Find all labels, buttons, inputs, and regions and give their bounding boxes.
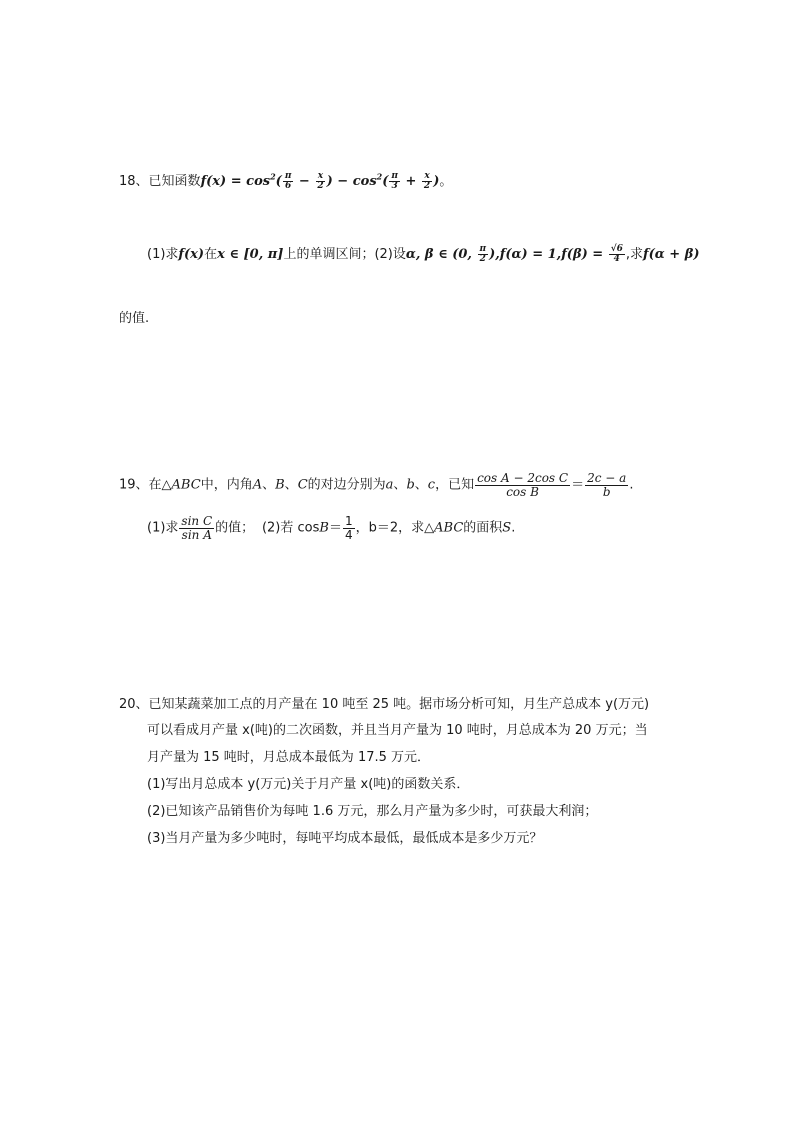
question-20-line-2: 可以看成月产量 x(吨)的二次函数，并且当月产量为 10 吨时，月总成本为 20 万元；当 [147, 723, 648, 738]
question-20-line-1: 20、已知某蔬菜加工点的月产量在 10 吨至 25 吨。据市场分析可知，月生产总成本 y(万元) [119, 697, 650, 712]
question-19-stem: 19、在△ABC中，内角A、B、C的对边分别为a、b、c，已知 $\frac{\text{cos A − 2cos C}}{\text{cos B}}$ ＝ $\frac{2c - a}{b}$ . [119, 471, 634, 499]
question-20-sub-3: (3)当月产量为多少吨时，每吨平均成本最低，最低成本是多少万元？ [147, 831, 543, 846]
fraction: $\frac{x}{2}$ [423, 170, 431, 191]
question-number: 19、 [119, 477, 149, 493]
question-20-line-3: 月产量为 15 吨时，月总成本最低为 17.5 万元． [147, 750, 431, 765]
fraction: $\frac{x}{2}$ [317, 170, 324, 191]
fraction: $\frac{\pi}{6}$ [284, 170, 292, 191]
question-20-sub-2: (2)已知该产品销售价为每吨 1.6 万元，那么月产量为多少时，可获最大利润； [147, 804, 598, 819]
question-18-stem: 18、已知函数$f(x) = \cos^2$( $\frac{\pi}{6}$ − $\frac{x}{2}$ ) − $\cos^2$( $\frac{\pi}{3}$ + $\frac{x}{2}$ )。 [119, 170, 453, 191]
fraction: $\frac{1}{4}$ [344, 514, 353, 542]
question-19-subparts: (1)求 $\frac{\text{sin C}}{\text{sin A}}$ 的值； (2)若 cosB＝ $\frac{1}{4}$ ，b＝2，求△ABC的面积S. [147, 514, 516, 542]
function-expression: $f(x) = \cos^2$( $\frac{\pi}{6}$ − $\frac{x}{2}$ ) − $\cos^2$( $\frac{\pi}{3}$ + $\frac{x}{2}$ ) [200, 170, 440, 191]
fraction: $\frac{2c - a}{b}$ [587, 471, 627, 499]
question-18-continuation: 的值. [119, 311, 150, 326]
question-20-sub-1: (1)写出月总成本 y(万元)关于月产量 x(吨)的函数关系． [147, 777, 470, 792]
question-18-subparts: (1)求f(x)在x ∈ [0, π]上的单调区间；(2)设α, β ∈ (0, $\frac{\pi}{2}$ ),f(α) = 1,f(β) = $\frac{√6}{4}$ ,求f(α + β) [147, 243, 700, 264]
fraction: $\frac{\text{cos A − 2cos C}}{\text{cos B}}$ [477, 471, 569, 499]
fraction: $\frac{\pi}{3}$ [391, 170, 398, 191]
fraction: $\frac{√6}{4}$ [610, 243, 623, 264]
question-number: 18、 [119, 174, 149, 189]
fraction: $\frac{\pi}{2}$ [479, 243, 487, 264]
fraction: $\frac{\text{sin C}}{\text{sin A}}$ [181, 514, 213, 542]
question-number: 20、 [119, 697, 149, 712]
